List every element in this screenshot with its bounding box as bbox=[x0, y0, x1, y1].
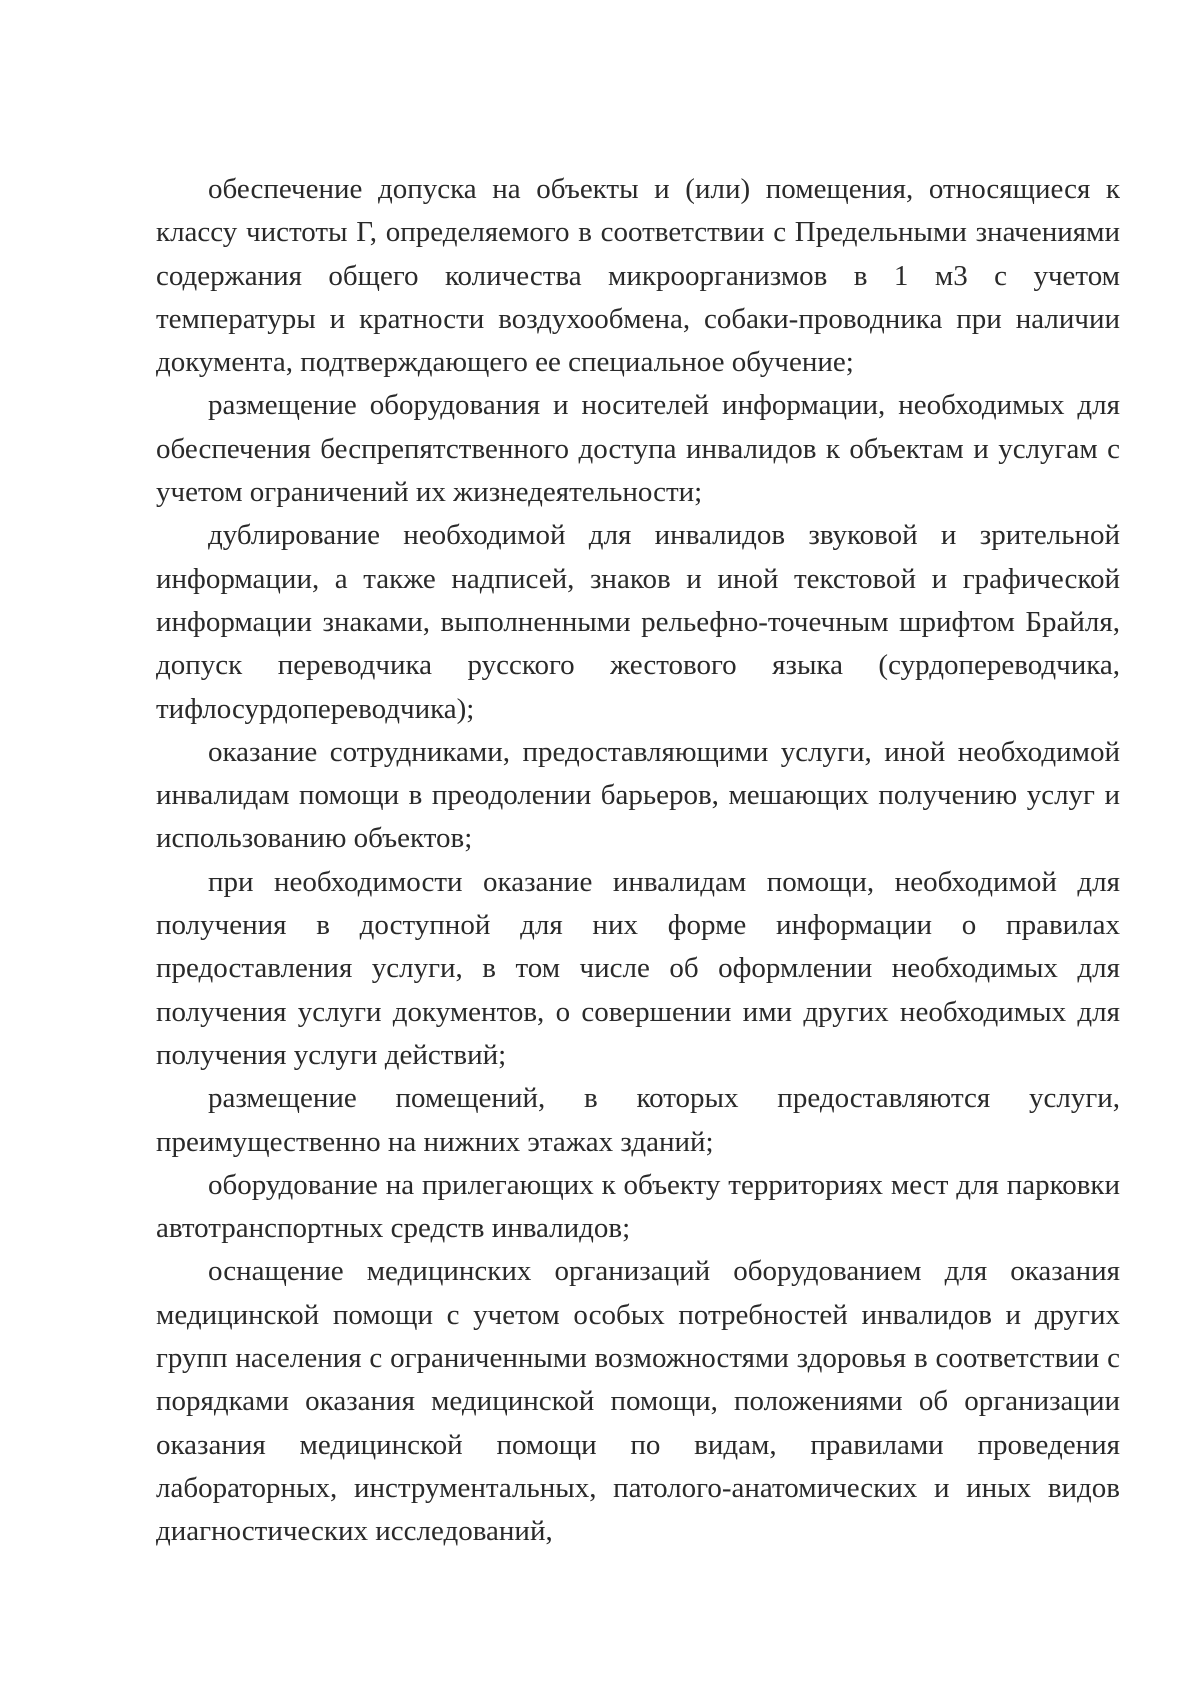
paragraph-8: оснащение медицинских организаций оборудованием для оказания медицинской помощи с учетом особых потребностей инвалидов и других групп населения с ограниченными возможностями здоровья в соответствии с порядками оказания медицинской помощи, положениями об организации оказания медицинской помощи по видам, правилами проведения лабораторных, инструментальных, патолого-анатомических и иных видов диагностических исследований, bbox=[156, 1255, 1120, 1548]
paragraph-1: обеспечение допуска на объекты и (или) помещения, относящиеся к классу чистоты Г, определяемого в соответствии с Предельными значениями содержания общего количества микроорганизмов в 1 м3 с учетом температуры и кратности воздухообмена, собаки-проводника при наличии документа, подтверждающего ее специальное обучение; bbox=[156, 173, 1120, 379]
paragraph-5: при необходимости оказание инвалидам помощи, необходимой для получения в доступной для них форме информации о правилах предоставления услуги, в том числе об оформлении необходимых для получения услуги документов, о совершении ими других необходимых для получения услуги действий; bbox=[156, 865, 1120, 1071]
paragraph-2: размещение оборудования и носителей информации, необходимых для обеспечения беспрепятственного доступа инвалидов к объектам и услугам с учетом ограничений их жизнедеятельности; bbox=[156, 389, 1120, 509]
paragraph-7: оборудование на прилегающих к объекту территориях мест для парковки автотранспортных средств инвалидов; bbox=[156, 1168, 1120, 1245]
paragraph-6: размещение помещений, в которых предоставляются услуги, преимущественно на нижних этажах зданий; bbox=[156, 1082, 1120, 1158]
paragraph-4: оказание сотрудниками, предоставляющими услуги, иной необходимой инвалидам помощи в преодолении барьеров, мешающих получению услуг и использованию объектов; bbox=[156, 735, 1120, 855]
paragraph-3: дублирование необходимой для инвалидов звуковой и зрительной информации, а также надписей, знаков и иной текстовой и графической информации знаками, выполненными рельефно-точечным шрифтом Брайля, допуск переводчика русского жестового языка (сурдопереводчика, тифлосурдопереводчика); bbox=[156, 519, 1120, 725]
document-body bbox=[156, 168, 1120, 1554]
